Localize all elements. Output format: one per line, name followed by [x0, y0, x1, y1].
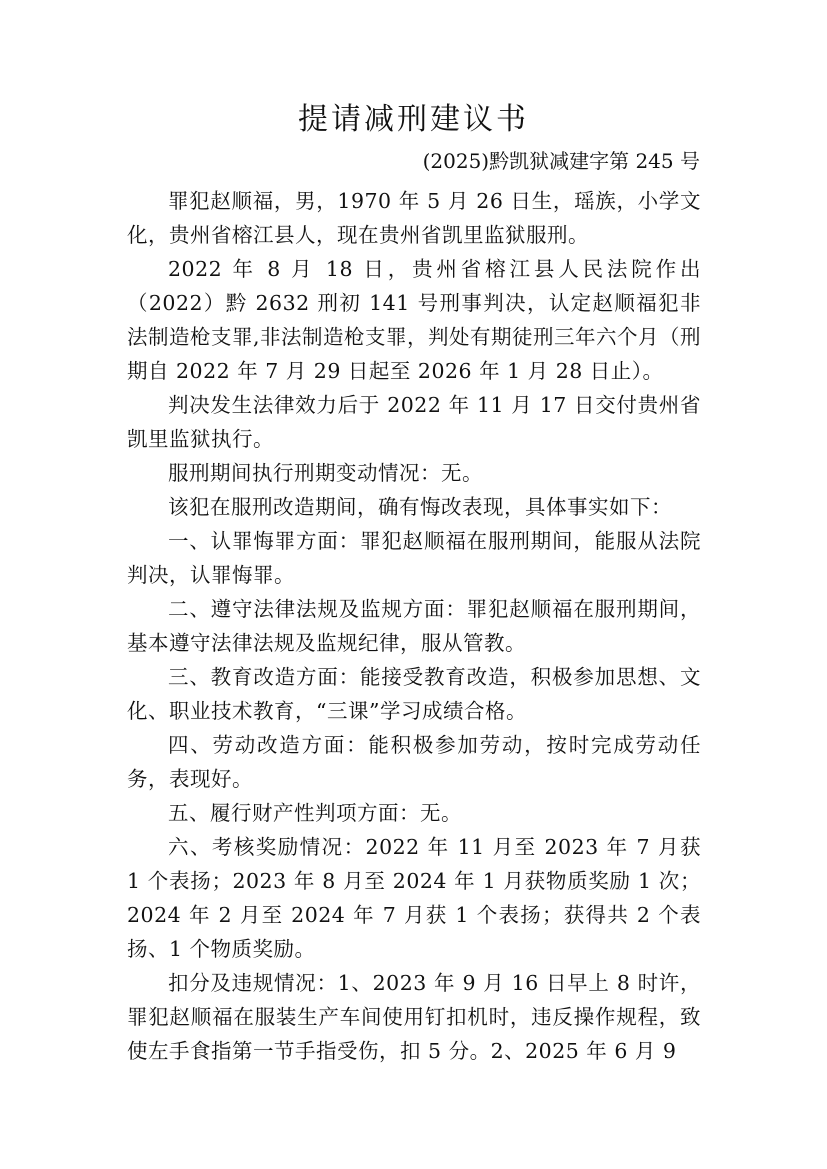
paragraph-confession: 一、认罪悔罪方面：罪犯赵顺福在服刑期间，能服从法院判决，认罪悔罪。: [127, 529, 701, 587]
document-body: [127, 184, 701, 1068]
paragraph-education: 三、教育改造方面：能接受教育改造，积极参加思想、文化、职业技术教育，“三课”学习成绩合格。: [127, 665, 701, 723]
paragraph-sentence-change: 服刑期间执行刑期变动情况：无。: [168, 461, 483, 485]
paragraph-criminal-info: 罪犯赵顺福，男，1970 年 5 月 26 日生，瑶族，小学文化，贵州省榕江县人，现在贵州省凯里监狱服刑。: [127, 189, 701, 247]
paragraph-repentance-intro: 该犯在服刑改造期间，确有悔改表现，具体事实如下：: [168, 495, 672, 519]
document-title: 提请减刑建议书: [298, 102, 529, 137]
paragraph-deductions: 扣分及违规情况：1、2023 年 9 月 16 日早上 8 时许，罪犯赵顺福在服装生产车间使用钉扣机时，违反操作规程，致使左手食指第一节手指受伤，扣 5 分。2、2025 年 6 月 9: [127, 971, 701, 1063]
paragraph-judgment: 2022 年 8 月 18 日，贵州省榕江县人民法院作出（2022）黔 2632 刑初 141 号刑事判决，认定赵顺福犯非法制造枪支罪,非法制造枪支罪，判处有期徒刑三年六个月（刑期自 2022 年 7 月 29 日起至 2026 年 1 月 28 日止）。: [127, 257, 702, 383]
paragraph-execution: 判决发生法律效力后于 2022 年 11 月 17 日交付贵州省凯里监狱执行。: [127, 393, 701, 451]
document-number: (2025)黔凯狱减建字第 245 号: [422, 149, 700, 173]
paragraph-property: 五、履行财产性判项方面：无。: [168, 801, 462, 825]
paragraph-rewards: 六、考核奖励情况：2022 年 11 月至 2023 年 7 月获 1 个表扬；2023 年 8 月至 2024 年 1 月获物质奖励 1 次；2024 年 2 月至 2024 年 7 月获 1 个表扬；获得共 2 个表扬、1 个物质奖励。: [127, 835, 701, 961]
paragraph-discipline: 二、遵守法律法规及监规方面：罪犯赵顺福在服刑期间，基本遵守法律法规及监规纪律，服从管教。: [127, 597, 701, 655]
paragraph-labor: 四、劳动改造方面：能积极参加劳动，按时完成劳动任务，表现好。: [127, 733, 701, 791]
